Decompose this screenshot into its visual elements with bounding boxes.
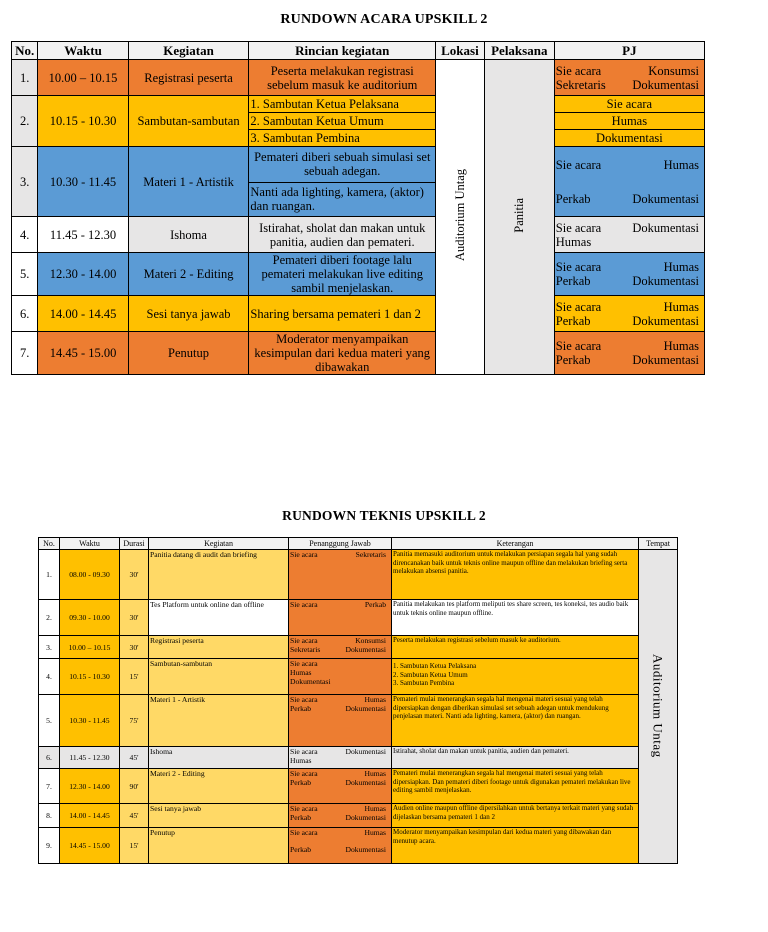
rincian-line: Pemateri diberi sebuah simulasi set sebuah adegan.: [249, 148, 435, 183]
tempat-cell: [639, 550, 678, 864]
row-no: 6.: [12, 296, 38, 332]
row-kegiatan: Registrasi peserta: [128, 60, 249, 96]
table-row: [12, 332, 705, 375]
row-kegiatan: Materi 2 - Editing: [128, 253, 249, 296]
row-pj: [554, 60, 704, 96]
table-row: [39, 828, 678, 864]
table-row: [39, 747, 678, 769]
row-no: 4.: [12, 217, 38, 253]
row-rincian: Istirahat, sholat dan makan untuk panitia, audien dan pemateri.: [249, 217, 436, 253]
row-pj: [289, 804, 392, 828]
row-no: 1.: [12, 60, 38, 96]
row-rincian: Peserta melakukan registrasi sebelum masuk ke auditorium: [249, 60, 436, 96]
row-keterangan: Audien online maupun offline dipersilahkan untuk bertanya terkait materi yang sudah dijelaskan bersama pemateri 1 dan 2: [392, 804, 639, 828]
pj-name: Perkab: [290, 845, 312, 854]
row-pj: Sie acara: [554, 96, 704, 113]
row-kegiatan: Ishoma: [128, 217, 249, 253]
pj-name: Humas: [555, 234, 592, 249]
row-no: 6.: [39, 747, 60, 769]
row-waktu: 14.00 - 14.45: [38, 296, 128, 332]
pj-name: Dokumentasi: [345, 747, 386, 756]
row-rincian: Sharing bersama pemateri 1 dan 2: [249, 296, 436, 332]
table-row: [39, 659, 678, 695]
row-no: 8.: [39, 804, 60, 828]
row-keterangan: Istirahat, sholat dan makan untuk panitia, audien dan pemateri.: [392, 747, 639, 769]
header-waktu: Waktu: [60, 538, 120, 550]
pj-name: Perkab: [555, 274, 591, 288]
row-waktu: 12.30 - 14.00: [60, 769, 120, 804]
header-kegiatan: Kegiatan: [149, 538, 289, 550]
rundown-acara-table: [11, 41, 705, 375]
row-pj: Dokumentasi: [554, 130, 704, 147]
pj-name: Sekretaris: [290, 645, 321, 654]
table-header-row: [39, 538, 678, 550]
pj-name: Humas: [663, 157, 699, 172]
pj-name: Dokumentasi: [345, 645, 386, 654]
row-waktu: 10.30 - 11.45: [38, 147, 128, 217]
pelaksana-cell: [484, 60, 554, 375]
row-durasi: 75': [120, 695, 149, 747]
row-waktu: 10.15 - 10.30: [60, 659, 120, 695]
pj-name: Dokumentasi: [345, 778, 386, 787]
header-keterangan: Keterangan: [392, 538, 639, 550]
row-no: 2.: [12, 96, 38, 147]
header-no: No.: [12, 42, 38, 60]
pj-name: Dokumentasi: [345, 813, 386, 822]
row-kegiatan: Panitia datang di audit dan briefing: [149, 550, 289, 600]
row-no: 2.: [39, 600, 60, 636]
row-no: 7.: [39, 769, 60, 804]
pj-name: Dokumentasi: [632, 353, 699, 367]
pj-name: Humas: [364, 828, 386, 837]
header-pelaksana: Pelaksana: [484, 42, 554, 60]
pj-name: Perkab: [290, 778, 312, 787]
pelaksana-text: Panitia: [512, 198, 527, 233]
row-pj: [289, 695, 392, 747]
lokasi-text: Auditorium Untag: [452, 169, 467, 262]
row-kegiatan: Penutup: [128, 332, 249, 375]
row-pj: [289, 747, 392, 769]
pj-name: Humas: [663, 260, 699, 274]
row-pj: [289, 636, 392, 659]
row-durasi: 90': [120, 769, 149, 804]
row-rincian: [249, 147, 436, 217]
pj-name: Perkab: [555, 191, 591, 206]
tempat-text: Auditorium Untag: [650, 653, 666, 758]
pj-name: Perkab: [290, 704, 312, 713]
header-no: No.: [39, 538, 60, 550]
pj-name: Sie acara: [290, 636, 318, 645]
table-row: [12, 147, 705, 217]
pj-name: Sie acara: [290, 659, 318, 668]
pj-name: Perkab: [290, 813, 312, 822]
row-kegiatan: Materi 1 - Artistik: [128, 147, 249, 217]
row-rincian: Pemateri diberi footage lalu pemateri melakukan live editing sambil menjelaskan.: [249, 253, 436, 296]
table-row: [12, 217, 705, 253]
rundown-teknis-table: [38, 537, 678, 864]
pj-name: Konsumsi: [648, 63, 699, 78]
pj-name: Humas: [663, 339, 699, 353]
row-waktu: 14.45 - 15.00: [38, 332, 128, 375]
row-waktu: 10.30 - 11.45: [60, 695, 120, 747]
row-no: 9.: [39, 828, 60, 864]
row-waktu: 09.30 - 10.00: [60, 600, 120, 636]
row-rincian: 3. Sambutan Pembina: [249, 130, 436, 147]
row-rincian: Moderator menyampaikan kesimpulan dari kedua materi yang dibawakan: [249, 332, 436, 375]
row-waktu: 14.00 - 14.45: [60, 804, 120, 828]
pj-name: Sie acara: [290, 747, 318, 756]
row-pj: [289, 769, 392, 804]
row-keterangan: Pemateri mulai menerangkan segala hal mengenai materi sesuai yang telah dipersiapkan. Dan pemateri diberi footage untuk digunakan pemateri melakukan live editing sambil menjelaskan.: [392, 769, 639, 804]
row-durasi: 30': [120, 636, 149, 659]
row-durasi: 15': [120, 659, 149, 695]
row-pj: [289, 600, 392, 636]
row-no: 5.: [12, 253, 38, 296]
row-pj: [554, 217, 704, 253]
row-no: 5.: [39, 695, 60, 747]
row-no: 7.: [12, 332, 38, 375]
header-tempat: Tempat: [639, 538, 678, 550]
pj-name: Sie acara: [290, 804, 318, 813]
pj-name: Sekretaris: [555, 77, 606, 92]
pj-name: Sie acara: [555, 157, 602, 172]
table-row: [12, 253, 705, 296]
row-keterangan: Peserta melakukan registrasi sebelum masuk ke auditorium.: [392, 636, 639, 659]
row-kegiatan: Registrasi peserta: [149, 636, 289, 659]
row-durasi: 30': [120, 600, 149, 636]
row-durasi: 45': [120, 747, 149, 769]
header-durasi: Durasi: [120, 538, 149, 550]
row-pj: [289, 828, 392, 864]
row-pj: [554, 332, 704, 375]
table-row: [39, 769, 678, 804]
row-kegiatan: Sambutan-sambutan: [149, 659, 289, 695]
table-row: [39, 550, 678, 600]
row-rincian: 2. Sambutan Ketua Umum: [249, 113, 436, 130]
row-kegiatan: Ishoma: [149, 747, 289, 769]
pj-name: Sie acara: [290, 550, 318, 559]
lokasi-cell: [436, 60, 485, 375]
row-waktu: 10.00 – 10.15: [38, 60, 128, 96]
row-rincian: 1. Sambutan Ketua Pelaksana: [249, 96, 436, 113]
rundown-acara-title: RUNDOWN ACARA UPSKILL 2: [280, 12, 488, 27]
pj-name: Humas: [290, 756, 312, 765]
row-pj: [554, 296, 704, 332]
table-row: [39, 804, 678, 828]
pj-name: Sie acara: [290, 769, 318, 778]
row-waktu: 12.30 - 14.00: [38, 253, 128, 296]
row-kegiatan: Tes Platform untuk online dan offline: [149, 600, 289, 636]
pj-name: Dokumentasi: [632, 220, 699, 235]
row-no: 3.: [12, 147, 38, 217]
pj-name: Sie acara: [555, 260, 602, 274]
pj-name: Humas: [663, 299, 699, 314]
pj-name: Humas: [290, 668, 312, 677]
row-waktu: 14.45 - 15.00: [60, 828, 120, 864]
pj-name: Sie acara: [290, 600, 318, 609]
row-waktu: 08.00 - 09.30: [60, 550, 120, 600]
table-row: [12, 296, 705, 332]
pj-name: Sie acara: [555, 299, 602, 314]
pj-name: Konsumsi: [355, 636, 386, 645]
pj-name: Dokumentasi: [290, 677, 331, 686]
row-durasi: 45': [120, 804, 149, 828]
row-durasi: 15': [120, 828, 149, 864]
row-pj: Humas: [554, 113, 704, 130]
pj-name: Dokumentasi: [632, 313, 699, 328]
pj-name: Humas: [364, 695, 386, 704]
pj-name: Sie acara: [555, 63, 602, 78]
pj-name: Dokumentasi: [345, 704, 386, 713]
table-row: [12, 96, 705, 113]
header-rincian: Rincian kegiatan: [249, 42, 436, 60]
table-row: [39, 600, 678, 636]
row-kegiatan: Sesi tanya jawab: [128, 296, 249, 332]
row-kegiatan: Sambutan-sambutan: [128, 96, 249, 147]
header-pj: Penanggung Jawab: [289, 538, 392, 550]
row-keterangan: Moderator menyampaikan kesimpulan dari kedua materi yang dibawakan dan menutup acara.: [392, 828, 639, 864]
rincian-line: Nanti ada lighting, kamera, (aktor) dan ruangan.: [250, 185, 424, 213]
table-row: [12, 60, 705, 96]
pj-name: Sekretaris: [355, 550, 386, 559]
row-kegiatan: Sesi tanya jawab: [149, 804, 289, 828]
row-durasi: 30': [120, 550, 149, 600]
rundown-teknis-title: RUNDOWN TEKNIS UPSKILL 2: [282, 508, 486, 523]
row-pj: [554, 147, 704, 217]
row-waktu: 10.00 – 10.15: [60, 636, 120, 659]
pj-name: Perkab: [555, 313, 591, 328]
row-no: 3.: [39, 636, 60, 659]
pj-name: Dokumentasi: [632, 274, 699, 288]
row-keterangan: Pemateri mulai menerangkan segala hal mengenai materi sesuai yang telah dipersiapkan dengan diberikan simulasi set sebuah adegan untuk mendukung penjelasan materi. Nanti ada lighting, kamera, (aktor) dan ruangan.: [392, 695, 639, 747]
header-kegiatan: Kegiatan: [128, 42, 249, 60]
row-waktu: 11.45 - 12.30: [60, 747, 120, 769]
header-waktu: Waktu: [38, 42, 128, 60]
row-pj: [289, 659, 392, 695]
pj-name: Perkab: [364, 600, 386, 609]
table-row: [39, 695, 678, 747]
pj-name: Sie acara: [555, 220, 602, 235]
row-kegiatan: Materi 2 - Editing: [149, 769, 289, 804]
row-pj: [554, 253, 704, 296]
pj-name: Humas: [364, 769, 386, 778]
header-pj: PJ: [554, 42, 704, 60]
pj-name: Sie acara: [555, 339, 602, 353]
row-kegiatan: Materi 1 - Artistik: [149, 695, 289, 747]
table-row: [39, 636, 678, 659]
row-no: 4.: [39, 659, 60, 695]
row-no: 1.: [39, 550, 60, 600]
row-keterangan: Panitia memasuki auditorium untuk melakukan persiapan segala hal yang sudah direncanakan baik untuk teknis online maupun offline dan melakukan briefing serta melakukan absensi panitia.: [392, 550, 639, 600]
pj-name: Dokumentasi: [632, 191, 699, 206]
table-header-row: [12, 42, 705, 60]
row-keterangan: Panitia melakukan tes platform meliputi tes share screen, tes koneksi, tes audio baik untuk teknis online maupun offline.: [392, 600, 639, 636]
row-kegiatan: Penutup: [149, 828, 289, 864]
pj-name: Sie acara: [290, 695, 318, 704]
pj-name: Dokumentasi: [632, 77, 699, 92]
pj-name: Perkab: [555, 353, 591, 367]
pj-name: Dokumentasi: [345, 845, 386, 854]
header-lokasi: Lokasi: [436, 42, 485, 60]
row-waktu: 11.45 - 12.30: [38, 217, 128, 253]
pj-name: Sie acara: [290, 828, 318, 837]
pj-name: Humas: [364, 804, 386, 813]
row-waktu: 10.15 - 10.30: [38, 96, 128, 147]
row-pj: [289, 550, 392, 600]
row-keterangan: 1. Sambutan Ketua Pelaksana 2. Sambutan Ketua Umum 3. Sambutan Pembina: [392, 659, 639, 695]
